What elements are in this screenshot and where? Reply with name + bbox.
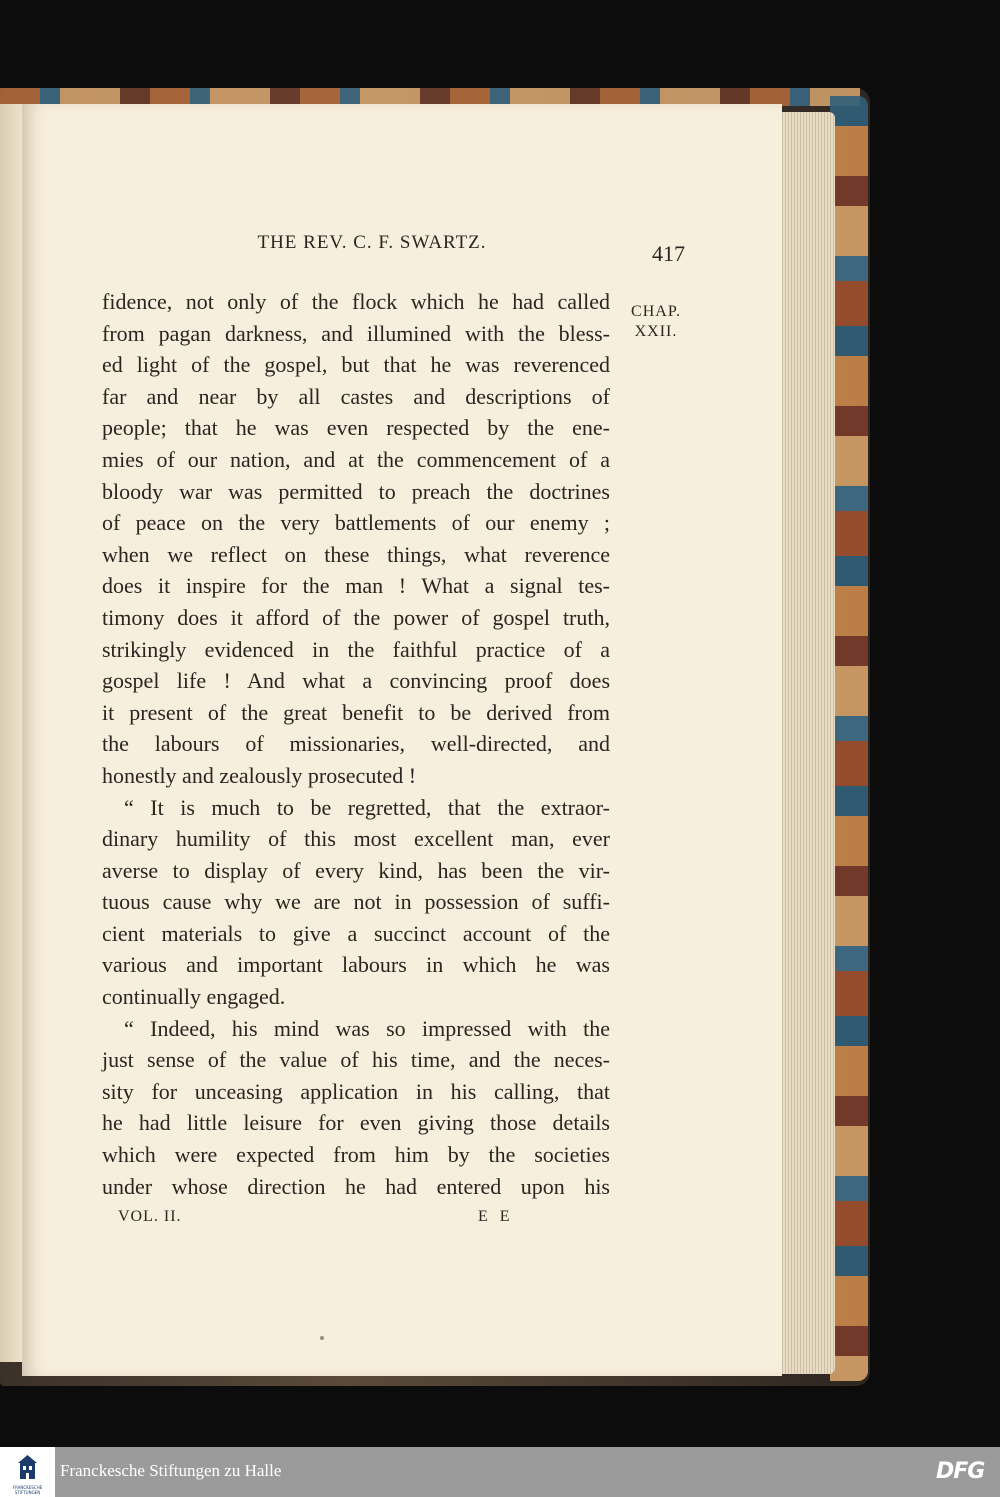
text-line: timony does it afford of the power of gospel truth,: [102, 604, 610, 630]
text-line: various and important labours in which he was: [102, 952, 610, 978]
text-line: people; that he was even respected by the ene-: [102, 415, 610, 441]
text-line: dinary humility of this most excellent man, ever: [102, 826, 610, 852]
text-line: honestly and zealously prosecuted !: [102, 762, 417, 788]
text-line: fidence, not only of the flock which he had called: [102, 289, 610, 314]
institution-name[interactable]: Franckesche Stiftungen zu Halle: [60, 1461, 282, 1480]
text-line: tuous cause why we are not in possession of suffi-: [102, 889, 610, 915]
text-line: under whose direction he had entered upon his: [102, 1173, 610, 1199]
text-line: continually engaged.: [102, 984, 286, 1010]
text-line: which were expected from him by the societies: [102, 1142, 610, 1168]
text-line: bloody war was permitted to preach the doctrines: [102, 478, 610, 504]
text-line: when we reflect on these things, what reverence: [102, 541, 610, 567]
chapter-side-note: [626, 302, 686, 342]
text-line: of peace on the very battlements of our enemy ;: [102, 510, 610, 536]
building-icon: [10, 1453, 45, 1483]
text-line: from pagan darkness, and illumined with the bless-: [102, 320, 610, 346]
book-page: [22, 104, 782, 1376]
page-number: 417: [652, 241, 685, 266]
body-text: [102, 286, 610, 1202]
logo-caption: [2, 1485, 53, 1495]
logo-caption-line: STIFTUNGEN: [14, 1490, 41, 1495]
logo-caption-line: FRANCKESCHE: [12, 1485, 43, 1490]
text-line: “ It is much to be regretted, that the extraor-: [124, 794, 610, 820]
text-line: far and near by all castes and descriptions of: [102, 383, 610, 409]
text-line: mies of our nation, and at the commencement of a: [102, 446, 610, 472]
viewer-footer-bar: [0, 1447, 1000, 1497]
text-line: averse to display of every kind, has been the vir-: [102, 857, 610, 883]
text-line: strikingly evidenced in the faithful practice of a: [102, 636, 610, 662]
text-line: “ Indeed, his mind was so impressed with the: [124, 1015, 610, 1041]
paper-speck: [320, 1336, 324, 1340]
running-head: THE REV. C. F. SWARTZ.: [257, 232, 487, 253]
text-line: does it inspire for the man ! What a signal tes-: [102, 573, 610, 599]
text-line: sity for unceasing application in his calling, that: [102, 1078, 610, 1104]
text-line: just sense of the value of his time, and the neces-: [102, 1047, 610, 1073]
text-line: it present of the great benefit to be derived from: [102, 699, 610, 725]
text-line: the labours of missionaries, well-directed, and: [102, 731, 610, 757]
institution-logo[interactable]: [0, 1447, 55, 1497]
text-line: cient materials to give a succinct account of the: [102, 920, 610, 946]
chapter-number: XXII.: [634, 323, 678, 340]
text-line: ed light of the gospel, but that he was reverenced: [102, 352, 610, 378]
dfg-logo[interactable]: DFG: [936, 1459, 985, 1484]
volume-footer: VOL. II.: [118, 1208, 182, 1225]
chapter-label: CHAP.: [631, 303, 681, 320]
text-line: gospel life ! And what a convincing proof does: [102, 668, 610, 694]
marbled-fore-edge: [830, 96, 868, 1381]
signature-mark: E E: [478, 1208, 514, 1225]
text-line: he had little leisure for even giving those details: [102, 1110, 610, 1136]
facing-page-edge: [0, 104, 24, 1362]
